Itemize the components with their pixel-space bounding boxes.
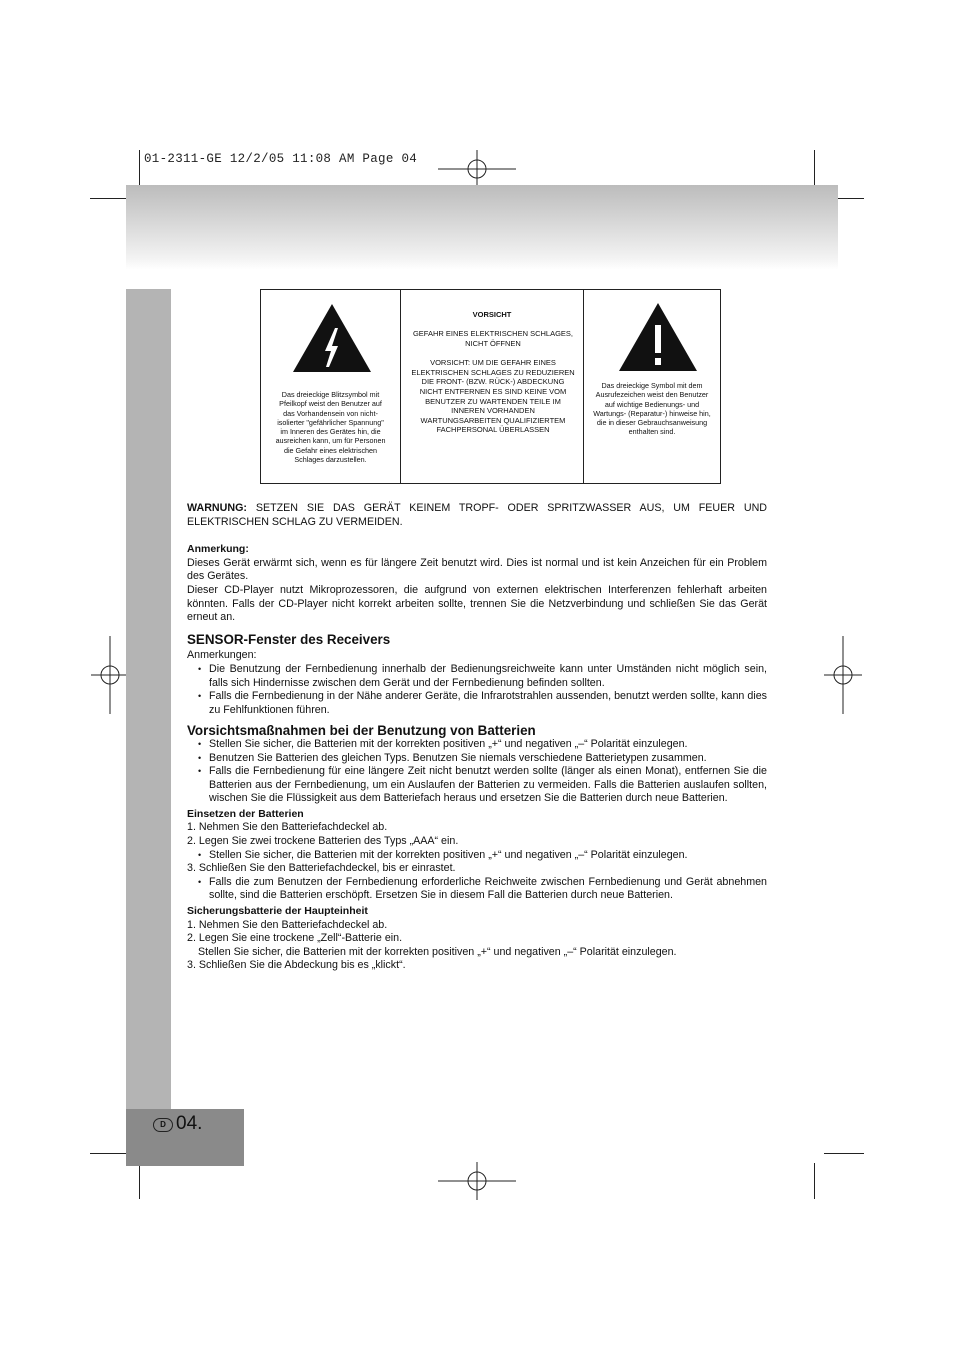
- list-item: • Falls die zum Benutzen der Fernbedienung erforderliche Reichweite zwischen Fernbedienung und Gerät abnehmen sollte, sind die Batterien erschöpft. Ersetzen Sie in diesem Fall die Batterien durch neue Batterien.: [209, 876, 767, 903]
- anmerkung-title: Anmerkung:: [187, 543, 249, 556]
- warnung-text: SETZEN SIE DAS GERÄT KEINEM TROPF- ODER SPRITZWASSER AUS, UM FEUER UND ELEKTRISCHEN SCHLAG ZU VERMEIDEN.: [187, 502, 767, 528]
- registration-mark-bottom: [438, 1162, 516, 1200]
- caution-title: VORSICHT: [472, 310, 512, 319]
- battery-heading: Vorsichtsmaßnahmen bei der Benutzung von Batterien: [187, 723, 536, 739]
- list-item: • Stellen Sie sicher, die Batterien mit der korrekten positiven „+“ und negativen „–“ Polarität einzulegen.: [209, 738, 767, 752]
- sensor-intro: Anmerkungen:: [187, 649, 257, 662]
- einsetzen-step-2-notes: [187, 849, 767, 863]
- list-item: • Die Benutzung der Fernbedienung innerhalb der Bedienungsreichweite kann unter Umständen nicht möglich sein, falls sich Hindernisse zwischen dem Gerät und der Fernbedienung befinden sollten.: [209, 663, 767, 690]
- battery-list: [187, 738, 767, 806]
- registration-mark-left: [91, 636, 129, 714]
- print-header: 01-2311-GE 12/2/05 11:08 AM Page 04: [144, 152, 418, 166]
- exclamation-warning-icon: [617, 301, 699, 373]
- side-bar: [126, 289, 171, 1109]
- exclamation-caption: Das dreieckige Symbol mit dem Ausrufezeichen weist den Benutzer auf wichtige Bedienungs- und Wartungs- (Reparatur-) hinweise hin, die in dieser Gebrauchsanweisung enthalten sind.: [593, 381, 711, 437]
- anmerkung-paragraph-1: Dieses Gerät erwärmt sich, wenn es für längere Zeit benutzt wird. Dies ist normal und ist kein Anzeichen für ein Problem des Gerätes.: [187, 556, 767, 583]
- warning-cell-caution: [401, 290, 584, 483]
- lightning-warning-icon: [291, 302, 373, 374]
- warnung-paragraph: [187, 502, 767, 529]
- page-number: 04.: [176, 1113, 203, 1134]
- caution-line-1: GEFAHR EINES ELEKTRISCHEN SCHLAGES, NICHT ÖFFNEN: [412, 329, 574, 348]
- einsetzen-step-3: 3. Schließen Sie den Batteriefachdeckel, bis er einrastet.: [187, 862, 456, 875]
- sicherung-step-2-note: Stellen Sie sicher, die Batterien mit der korrekten positiven „+“ und negativen „–“ Polarität einzulegen.: [198, 945, 677, 958]
- sicherung-title: Sicherungsbatterie der Haupteinheit: [187, 905, 368, 918]
- sicherung-step-3: 3. Schließen Sie die Abdeckung bis es „klickt“.: [187, 959, 406, 972]
- lightning-caption: Das dreieckige Blitzsymbol mit Pfeilkopf weist den Benutzer auf das Vorhandensein von nicht-isolierter "gefährlicher Spannung" im Inneren des Gerätes hin, die ausreichen kann, um für Personen die Gefahr eines elektrischen Schlages darzustellen.: [275, 390, 386, 465]
- sicherung-step-2: 2. Legen Sie eine trockene „Zell“-Batterie ein.: [187, 932, 403, 945]
- einsetzen-step-1: 1. Nehmen Sie den Batteriefachdeckel ab.: [187, 821, 388, 834]
- list-item: • Falls die Fernbedienung für eine längere Zeit nicht benutzt werden sollte (länger als einen Monat), entfernen Sie die Batterien aus der Fernbedienung, um ein Auslaufen der Batterien zu vermeiden. Falls die Batterien auslaufen sollten, wischen Sie die Flüssigkeit aus dem Batteriefach heraus und ersetzen Sie die Batterien durch neue Batterien.: [209, 765, 767, 806]
- caution-line-2: VORSICHT: UM DIE GEFAHR EINES ELEKTRISCHEN SCHLAGES ZU REDUZIEREN DIE FRONT- (BZW. RÜCK-) ABDECKUNG NICHT ENTFERNEN ES SIND KEINE VOM BENUTZER ZU WARTENDEN TEILE IM INNEREN VORHANDEN WARTUNGSARBEITEN QUALIFIZIERTEM FACHPERSONAL ÜBERLASSEN: [411, 358, 575, 435]
- list-item: • Stellen Sie sicher, die Batterien mit der korrekten positiven „+“ und negativen „–“ Polarität einzulegen.: [209, 849, 767, 863]
- list-item: • Benutzen Sie Batterien des gleichen Typs. Benutzen Sie niemals verschiedene Batterietypen zusammen.: [209, 752, 767, 766]
- sensor-list: [187, 663, 767, 717]
- header-gradient-band: [126, 185, 838, 270]
- sensor-heading: SENSOR-Fenster des Receivers: [187, 631, 391, 647]
- language-badge: D: [153, 1118, 173, 1132]
- warnung-label: WARNUNG:: [187, 502, 247, 514]
- anmerkung-paragraph-2: Dieser CD-Player nutzt Mikroprozessoren, die aufgrund von externen elektrischen Interferenzen fehlerhaft arbeiten könnten. Falls der CD-Player nicht korrekt arbeiten sollte, trennen Sie die Netzverbindung und schließen Sie das Gerät erneut an.: [187, 583, 767, 624]
- einsetzen-step-3-notes: [187, 876, 767, 903]
- warning-cell-lightning: [261, 290, 401, 483]
- main-content: [187, 502, 767, 973]
- list-item: • Falls die Fernbedienung in der Nähe anderer Geräte, die Infrarotstrahlen aussenden, benutzt werden sollte, kann dies zu Fehlfunktionen führen.: [209, 690, 767, 717]
- warning-cell-exclamation: [584, 290, 720, 483]
- einsetzen-step-2: 2. Legen Sie zwei trockene Batterien des Typs „AAA“ ein.: [187, 835, 459, 848]
- sicherung-step-1: 1. Nehmen Sie den Batteriefachdeckel ab.: [187, 918, 388, 931]
- registration-mark-top: [438, 150, 516, 188]
- registration-mark-right: [824, 636, 862, 714]
- safety-warning-table: [260, 289, 721, 484]
- einsetzen-title: Einsetzen der Batterien: [187, 807, 304, 820]
